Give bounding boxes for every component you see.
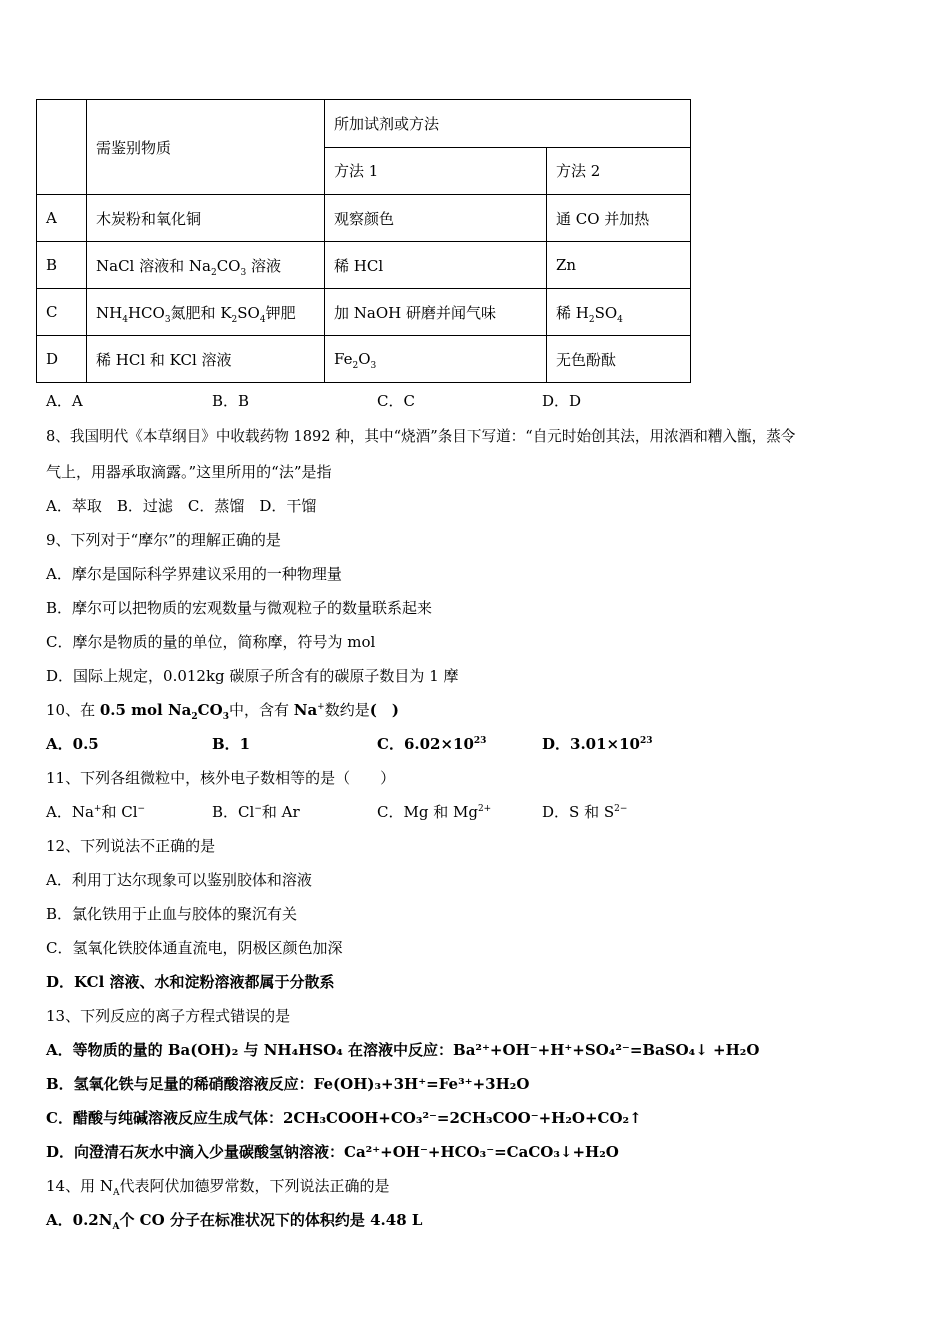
q8-options: A．萃取 B．过滤 C．蒸馏 D．干馏 [46,497,317,515]
q9-option-c: C．摩尔是物质的量的单位，简称摩，符号为 mol [46,633,376,651]
table-header-substance: 需鉴别物质 [87,100,325,195]
q10-option-d: D．$3.01\times 10^{23}$ [542,735,653,753]
q11-stem: 11、下列各组微粒中，核外电子数相等的是（ ） [46,769,396,787]
table-row [37,195,691,242]
q10-stem: 10、在 0.5 mol $Na_2CO_3$中，含有 Na+数约是( ) [46,701,399,722]
table-header-method2: 方法 2 [547,147,691,195]
q9-stem: 9、下列对于“摩尔”的理解正确的是 [46,531,281,549]
q9-option-b: B．摩尔可以把物质的宏观数量与微观粒子的数量联系起来 [46,599,433,617]
q13-option-b: B．氢氧化铁与足量的稀硝酸溶液反应：Fe(OH)₃+3H⁺=Fe³⁺+3H₂O [46,1075,530,1093]
q13-option-d: D．向澄清石灰水中滴入少量碳酸氢钠溶液：Ca²⁺+OH⁻+HCO₃⁻=CaCO₃↓+H₂O [46,1143,619,1161]
q12-option-d: D．KCl 溶液、水和淀粉溶液都属于分散系 [46,973,335,991]
q11-option-a: A．Na+和 Cl− [46,803,146,821]
q12-option-c: C．氢氧化铁胶体通直流电，阴极区颜色加深 [46,939,343,957]
row-method1: 加 NaOH 研磨并闻气味 [325,289,547,336]
q10-option-b: B．1 [212,735,251,753]
table-row [37,242,691,289]
q12-stem: 12、下列说法不正确的是 [46,837,216,855]
table-corner-cell [37,100,87,195]
row-method2: Zn [547,242,691,289]
q13-stem: 13、下列反应的离子方程式错误的是 [46,1007,291,1025]
row-method2: 稀 $H_2SO_4$ [547,289,691,336]
q9-option-d: D．国际上规定，0.012kg 碳原子所含有的碳原子数目为 1 摩 [46,667,459,685]
q10-option-c: C．$6.02\times 10^{23}$ [377,735,487,753]
table-header-methods: 所加试剂或方法 [325,100,691,148]
row-label: A [37,195,87,242]
q13-option-a: A．等物质的量的 Ba(OH)₂ 与 NH₄HSO₄ 在溶液中反应：Ba²⁺+OH⁻+H⁺+SO₄²⁻=BaSO₄↓ +H₂O [46,1041,760,1059]
row-label: C [37,289,87,336]
q11-option-b: B．Cl−和 Ar [212,803,300,821]
row-method2: 通 CO 并加热 [547,195,691,242]
q14-stem: 14、用 $N_A$代表阿伏加德罗常数，下列说法正确的是 [46,1177,390,1198]
q13-option-c: C．醋酸与纯碱溶液反应生成气体：2CH₃COOH+CO₃²⁻=2CH₃COO⁻+H₂O+CO₂↑ [46,1109,642,1127]
row-method1: 稀 HCl [325,242,547,289]
q11-option-d: D．S 和 $S^{2-}$ [542,803,628,821]
row-label: B [37,242,87,289]
table-header-method1: 方法 1 [325,147,547,195]
row-substance: 木炭粉和氧化铜 [87,195,325,242]
q7-option-a: A．A [46,392,83,410]
q8-stem-line2: 气上，用器承取滴露。”这里所用的“法”是指 [46,463,332,481]
table-row [37,336,691,383]
comparison-table [36,99,691,383]
q12-option-b: B．氯化铁用于止血与胶体的聚沉有关 [46,905,298,923]
q11-option-c: C．Mg 和 $Mg^{2+}$ [377,803,492,821]
q7-option-b: B．B [212,392,250,410]
q9-option-a: A．摩尔是国际科学界建议采用的一种物理量 [46,565,342,583]
row-label: D [37,336,87,383]
row-method1: $Fe_2O_3$ [325,336,547,383]
q12-option-a: A．利用丁达尔现象可以鉴别胶体和溶液 [46,871,312,889]
row-method2: 无色酚酞 [547,336,691,383]
q7-option-c: C．C [377,392,415,410]
q8-stem-line1: 8、我国明代《本草纲目》中收载药物 1892 种，其中“烧酒”条目下写道：“自元时始创其法，用浓酒和糟入甑，蒸令 [46,428,796,445]
row-substance: NaCl 溶液和 $Na_2CO_3$ 溶液 [87,242,325,289]
row-substance: $NH_4HCO_3$氮肥和 $K_2SO_4$钾肥 [87,289,325,336]
row-method1: 观察颜色 [325,195,547,242]
table-row [37,289,691,336]
q7-option-d: D．D [542,392,582,410]
q10-option-a: A．0.5 [46,735,99,753]
row-substance: 稀 HCl 和 KCl 溶液 [87,336,325,383]
q14-option-a: A．$0.2N_A$个 CO 分子在标准状况下的体积约是 4.48 L [46,1211,423,1232]
